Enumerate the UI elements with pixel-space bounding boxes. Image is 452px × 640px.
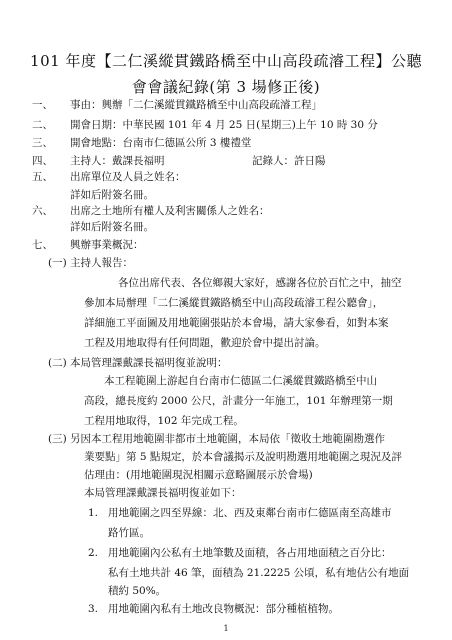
- item-text: 開會日期：中華民國 101 年 4 月 25 日(星期三)上午 10 時 30 分: [70, 119, 378, 131]
- document-title-line-2: 會會議紀錄(第 3 場修正後): [131, 78, 321, 96]
- item-text: 事由：興辦「二仁溪縱貫鐵路橋至中山高段疏濬工程」: [70, 99, 322, 111]
- item-text: 出席之土地所有權人及利害關係人之姓名：: [70, 205, 270, 217]
- item-4: [32, 154, 165, 168]
- point-2-continued: 私有土地共計 46 筆，面積為 21.2225 公頃，私有地佔公有地面: [108, 567, 410, 579]
- document-title-line-1: 101 年度【二仁溪縱貫鐵路橋至中山高段疏濬工程】公聽: [30, 52, 422, 70]
- section-3-line: 本局管理課戴課長福明復並如下：: [84, 487, 242, 499]
- point-2: [88, 546, 392, 560]
- section-2-line: 工程用地取得，102 年完成工程。: [84, 415, 244, 427]
- page-number: 1: [223, 624, 229, 633]
- item-1: [32, 98, 322, 112]
- point-text: 用地範圍內私有土地改良物概況：部分種植植物。: [108, 603, 339, 615]
- item-number: 五、: [32, 171, 53, 183]
- section-1-line: 工程及用地取得有任何問題，歡迎於會中提出討論。: [84, 337, 326, 349]
- section-1-line: 詳細施工平面圖及用地範圍張貼於本會場，請大家參看，如對本案: [84, 317, 389, 329]
- point-3: [88, 602, 339, 616]
- point-text: 用地範圍內公私有土地筆數及面積，各占用地面積之百分比：: [108, 547, 392, 559]
- section-2-label: (二) 本局管理課戴課長福明復並說明：: [48, 357, 228, 369]
- item-6-detail: 詳如后附簽名冊。: [70, 221, 154, 233]
- item-7: [32, 238, 144, 252]
- item-number: 一、: [32, 99, 53, 111]
- point-2-continued: 積約 50%。: [108, 585, 167, 597]
- section-3-line: 估理由：(用地範圍現況相關示意略圖展示於會場): [84, 469, 313, 481]
- point-1: [88, 506, 392, 520]
- point-number: 2.: [88, 547, 99, 559]
- item-text: 開會地點：台南市仁德區公所 3 樓禮堂: [70, 137, 252, 149]
- item-2: [32, 118, 378, 132]
- section-2-line: 高段，總長度約 2000 公尺，計畫分一年施工，101 年辦理第一期: [84, 395, 393, 407]
- section-2-line: 本工程範圍上游起自台南市仁德區二仁溪縱貫鐵路橋至中山: [104, 375, 377, 387]
- item-number: 四、: [32, 155, 53, 167]
- item-3: [32, 136, 251, 150]
- point-text: 用地範圍之四至界線：北、西及東鄰台南市仁德區南至高雄市: [108, 507, 392, 519]
- point-number: 3.: [88, 603, 99, 615]
- item-text: 出席單位及人員之姓名：: [70, 171, 186, 183]
- item-number: 六、: [32, 205, 53, 217]
- item-6: [32, 204, 270, 218]
- section-1-line: 各位出席代表、各位鄉親大家好，感謝各位於百忙之中，抽空: [118, 277, 402, 289]
- section-1-line: 參加本局辦理「二仁溪縱貫鐵路橋至中山高段疏濬工程公聽會」，: [84, 297, 384, 309]
- section-1-label: (一) 主持人報告：: [48, 257, 134, 269]
- item-number: 七、: [32, 239, 53, 251]
- item-5-detail: 詳如后附簽名冊。: [70, 189, 154, 201]
- point-number: 1.: [88, 507, 99, 519]
- item-5: [32, 170, 186, 184]
- item-number: 三、: [32, 137, 53, 149]
- section-3-line: 業要點」第 5 點規定，於本會議揭示及說明勘選用地範圍之現況及評: [84, 451, 402, 463]
- item-text: 興辦事業概況：: [70, 239, 144, 251]
- recorder-text: 記錄人：許日陽: [252, 155, 326, 167]
- section-3-line: (三) 另因本工程用地範圍非都市土地範圍，本局依「徵收土地範圍勘選作: [48, 433, 386, 445]
- point-1-continued: 路竹區。: [108, 527, 150, 539]
- item-number: 二、: [32, 119, 53, 131]
- item-text: 主持人：戴課長福明: [70, 155, 165, 167]
